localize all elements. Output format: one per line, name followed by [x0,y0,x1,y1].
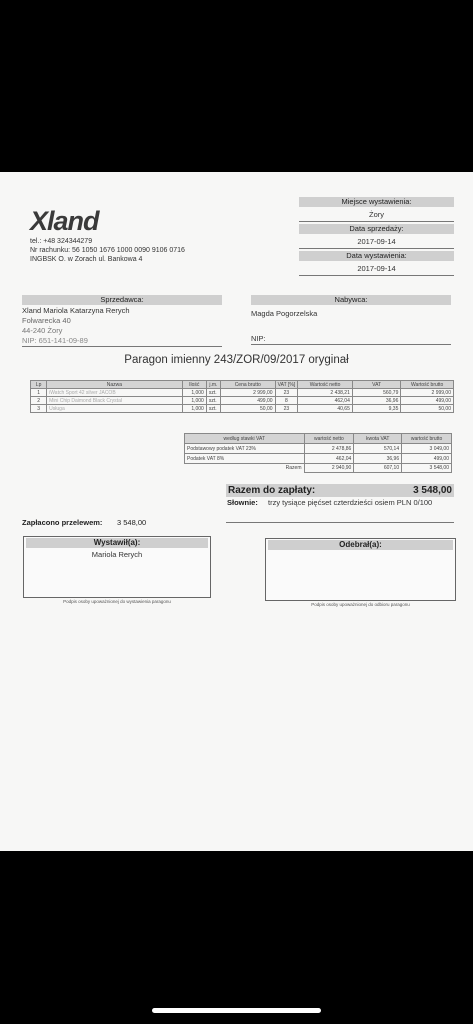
item-gross-value: 50,00 [401,405,454,413]
item-net-value: 40,65 [298,405,353,413]
table-row [31,389,454,397]
issued-by-box [23,536,211,598]
to-pay-value: 3 548,00 [413,485,452,496]
buyer-name: Magda Pogorzelska [251,309,318,318]
vat-header-row [185,434,452,444]
table-row [31,405,454,413]
col-net-value: Wartość netto [298,381,353,389]
buyer-block [251,295,451,345]
buyer-label: Nabywca: [251,295,451,305]
vat-col-rate: według stawki VAT [185,434,305,444]
to-pay-bar [226,484,454,497]
item-vat-rate: 8 [275,397,298,405]
item-vat-rate: 23 [275,389,298,397]
issued-label: Wystawił(a): [26,538,208,548]
item-unit: szt. [206,397,220,405]
vat-gross: 3 049,00 [402,444,452,454]
col-qty: Ilość [182,381,206,389]
col-gross-value: Wartość brutto [401,381,454,389]
vat-col-net: wartość netto [304,434,354,444]
receipt-title: Paragon imienny 243/ZOR/09/2017 oryginał [124,354,349,366]
vat-total-gross: 3 548,00 [402,464,452,473]
table-row [185,454,452,464]
seller-nip: NIP: 651-141-09-89 [22,336,222,347]
place-value: Żory [299,207,454,222]
col-unit: j.m. [206,381,220,389]
seller-name: Xland Mariola Katarzyna Rerych [22,306,130,315]
item-vat: 9,35 [352,405,401,413]
item-net-value: 2 438,21 [298,389,353,397]
vat-total-label: Razem [285,465,302,472]
receipt-document [0,172,473,851]
item-name: Usługa [47,405,182,413]
home-indicator[interactable] [152,1008,321,1013]
item-name: Mini Chip Daimond Black Crystal [47,397,182,405]
vat-total-vat: 607,10 [354,464,402,473]
vat-gross: 499,00 [402,454,452,464]
received-label: Odebrał(a): [268,540,453,550]
received-caption: Podpis osoby upoważnionej do odbioru paragonu [311,602,410,607]
vat-col-vat: kwota VAT [354,434,402,444]
item-vat-rate: 23 [275,405,298,413]
item-qty: 1,000 [182,405,206,413]
item-qty: 1,000 [182,397,206,405]
vat-total-net: 2 940,90 [304,464,354,473]
issue-date-value: 2017-09-14 [299,261,454,276]
item-lp: 1 [31,389,47,397]
company-account: Nr rachunku: 56 1050 1676 1000 0090 9106 0716 [30,247,185,254]
item-gross-price: 499,00 [220,397,275,405]
issued-caption: Podpis osoby upoważnionej do wystawienia paragonu [63,599,171,604]
company-logo: Xland [30,206,99,236]
company-tel: tel.: +48 324344279 [30,238,93,245]
vat-rate: Podstawowy podatek VAT 23% [185,444,305,454]
to-pay-label: Razem do zapłaty: [228,485,316,496]
table-row [185,444,452,454]
paid-label: Zapłacono przelewem: [22,518,103,527]
words-label: Słownie: [227,498,258,507]
item-gross-price: 50,00 [220,405,275,413]
item-lp: 2 [31,397,47,405]
col-vat-rate: VAT [%] [275,381,298,389]
item-lp: 3 [31,405,47,413]
seller-block [22,295,222,347]
issued-name: Mariola Rerych [91,550,143,559]
item-unit: szt. [206,405,220,413]
received-by-box [265,538,456,601]
item-unit: szt. [206,389,220,397]
place-label: Miejsce wystawienia: [299,197,454,207]
vat-net: 462,04 [304,454,354,464]
seller-city: 44-240 Żory [22,326,63,335]
item-vat: 36,96 [352,397,401,405]
item-qty: 1,000 [182,389,206,397]
seller-label: Sprzedawca: [22,295,222,305]
vat-rate: Podatek VAT 8% [185,454,305,464]
company-bank: INGBSK O. w Zorach ul. Bankowa 4 [30,256,143,263]
vat-amount: 36,96 [354,454,402,464]
item-gross-price: 2 999,00 [220,389,275,397]
seller-street: Folwarecka 40 [22,316,71,325]
vat-amount: 570,14 [354,444,402,454]
item-gross-value: 499,00 [401,397,454,405]
col-gross-price: Cena brutto [220,381,275,389]
col-name: Nazwa [47,381,182,389]
sale-date-value: 2017-09-14 [299,234,454,249]
item-net-value: 462,04 [298,397,353,405]
items-table [30,380,454,413]
vat-net: 2 478,86 [304,444,354,454]
issue-date-label: Data wystawienia: [299,251,454,261]
words-underline [226,522,454,523]
vat-total-row [185,464,452,473]
item-name: iWatch Sport 42 silver JACOB [47,389,182,397]
item-vat: 560,79 [352,389,401,397]
col-vat: VAT [352,381,401,389]
sale-date-label: Data sprzedaży: [299,224,454,234]
meta-block [299,197,454,276]
vat-col-gross: wartość brutto [402,434,452,444]
vat-table [184,433,452,473]
col-lp: Lp [31,381,47,389]
table-row [31,397,454,405]
buyer-nip-label: NIP: [251,334,451,345]
paid-value: 3 548,00 [117,518,147,527]
words-value: trzy tysiące pięćset czterdzieści osiem PLN 0/100 [268,498,433,507]
item-gross-value: 2 999,00 [401,389,454,397]
items-header-row [31,381,454,389]
